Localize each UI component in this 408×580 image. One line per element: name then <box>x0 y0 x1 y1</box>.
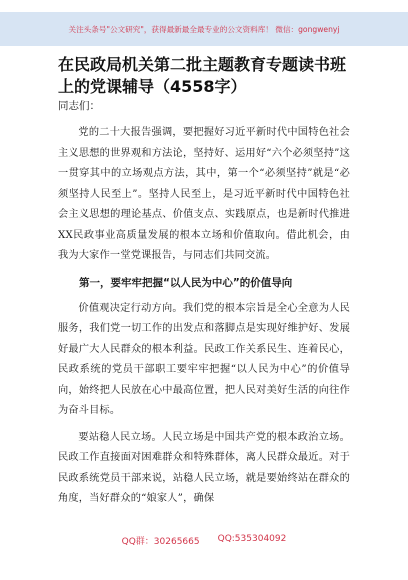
document-title: 在民政局机关第二批主题教育专题读书班上的党课辅导（4558字） <box>58 55 347 96</box>
section-heading: 第一，要牢牢把握“以人民为中心”的价值导向 <box>79 276 293 289</box>
qq-contact-text: QQ:535304092 <box>217 534 287 544</box>
section-paragraph: 要站稳人民立场。人民立场是中国共产党的根本政治立场。民政工作直接面对困难群众和特殊群体，离人民群众最近。对于民政系统党员干部来说，站稳人民立场，就是要始终站在群众的角度，当好群众的“娘家人”，确保 <box>58 431 350 504</box>
promo-banner <box>0 12 408 46</box>
section-paragraph: 价值观决定行动方向。我们党的根本宗旨是全心全意为人民服务，我们党一切工作的出发点和落脚点是实现好维护好、发展好最广大人民群众的根本利益。民政工作关系民生、连着民心，民政系统的党员干部职工要牢牢把握“以人民为中心”的价值导向，始终把人民放在心中最高位置，把人民对美好生活的向往作为奋斗目标。 <box>58 302 350 416</box>
greeting: 同志们： <box>58 100 100 112</box>
document-body <box>58 123 350 516</box>
intro-paragraph: 党的二十大报告强调，要把握好习近平新时代中国特色社会主义思想的世界观和方法论，坚持好、运用好“六个必须坚持”这一贯穿其中的立场观点方法，其中，第一个“必须坚持”就是“必须坚持人民至上”。坚持人民至上，是习近平新时代中国特色社会主义思想的理论基点、价值支点、实践原点，也是新时代推进XX民政事业高质量发展的根本立场和价值取向。借此机会，由我为大家作一堂党课报告，与同志们共同交流。 <box>58 127 350 261</box>
contact-footer <box>0 534 408 548</box>
qq-group-text: QQ群：30265665 <box>121 537 200 547</box>
promo-banner-text: 关注头条号"公文研究"，获得最新最全最专业的公文资料库！ 微信：gongwenyj <box>68 24 340 34</box>
